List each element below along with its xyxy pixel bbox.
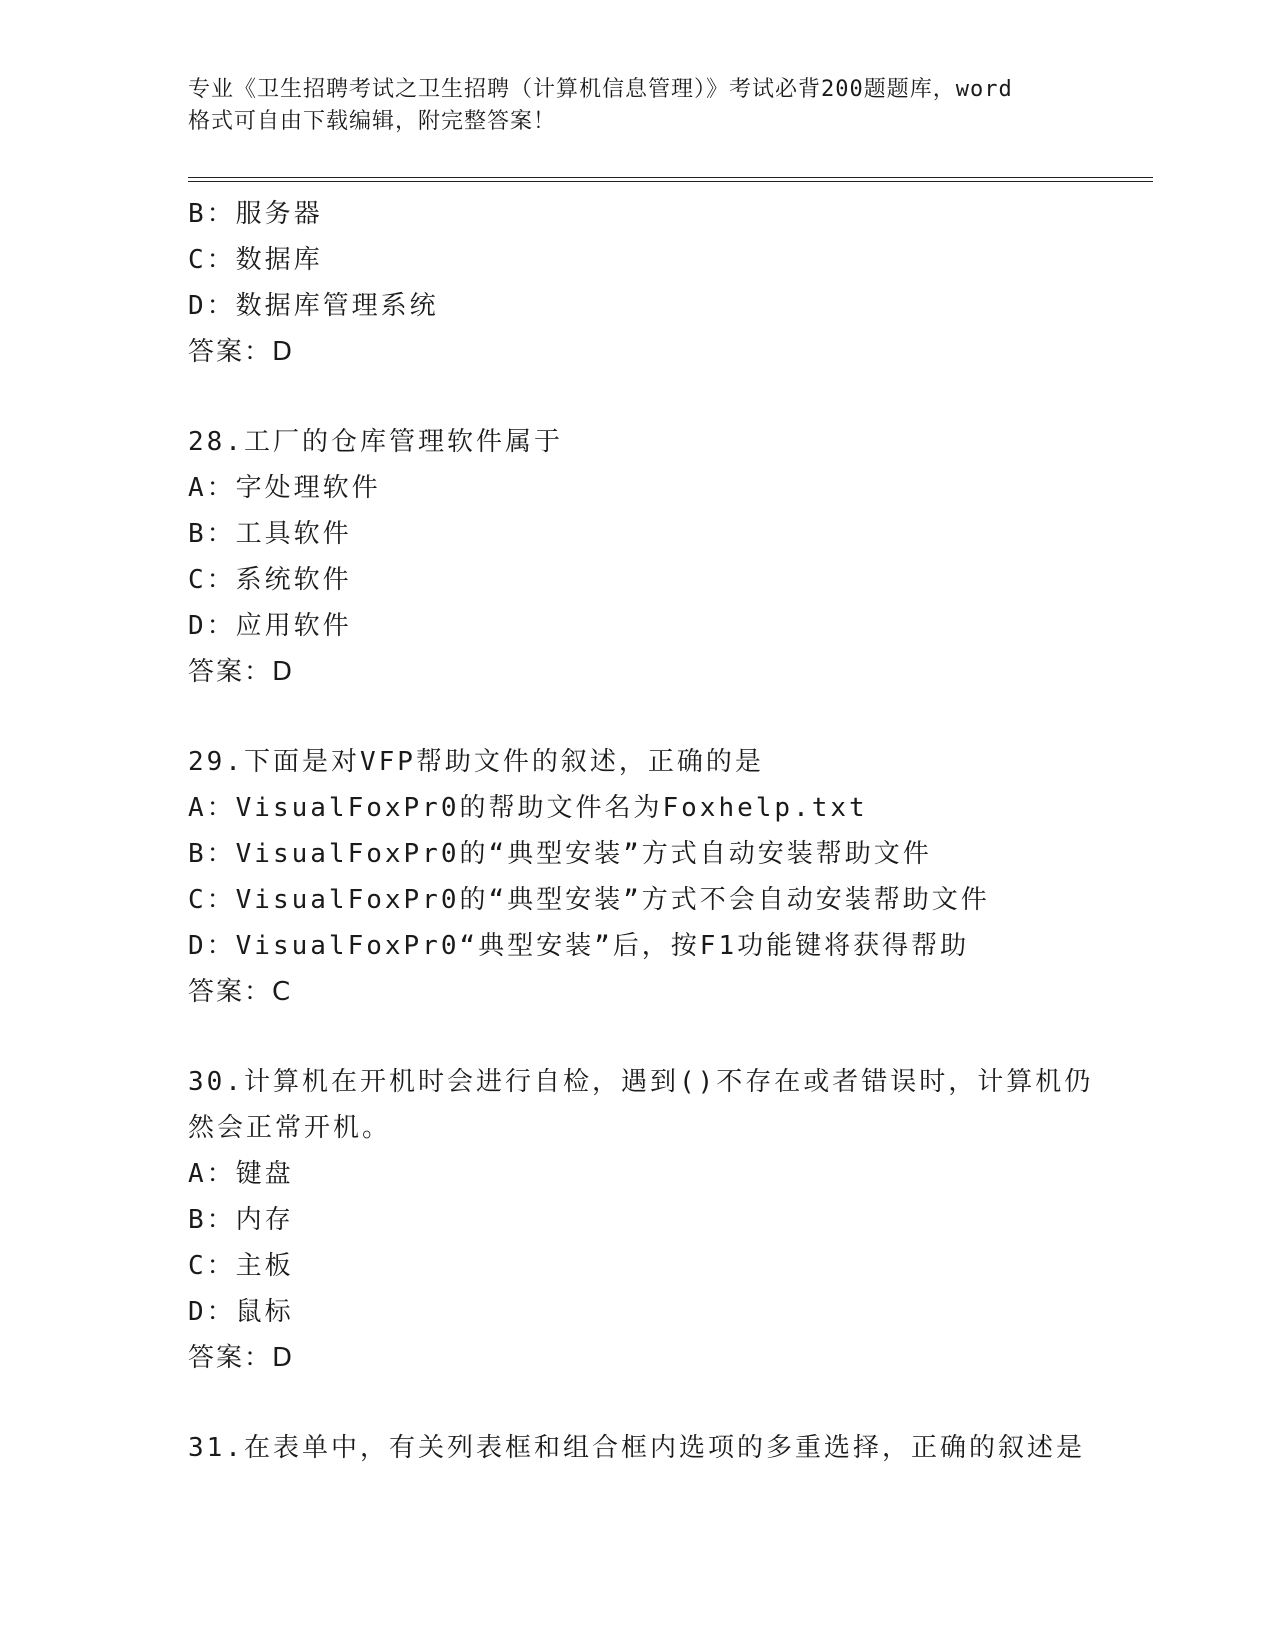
option-c: C：VisualFoxPr0的“典型安装”方式不会自动安装帮助文件 [188, 885, 990, 915]
question-block-29 [188, 739, 1128, 1015]
spacer [188, 1015, 1128, 1059]
header-divider-top [188, 177, 1153, 178]
option-d: D：应用软件 [188, 611, 352, 641]
header-line-1: 专业《卫生招聘考试之卫生招聘（计算机信息管理）》考试必背200题题库，word [188, 77, 1013, 102]
question-stem: 31.在表单中，有关列表框和组合框内选项的多重选择，正确的叙述是 [188, 1433, 1085, 1463]
option-a: A：字处理软件 [188, 473, 381, 503]
spacer [188, 375, 1128, 419]
question-block-31 [188, 1425, 1128, 1471]
option-b: B：服务器 [188, 199, 323, 229]
document-header [188, 74, 1088, 138]
option-c: C：主板 [188, 1251, 294, 1281]
question-block-28 [188, 419, 1128, 695]
option-d: D：数据库管理系统 [188, 291, 439, 321]
spacer [188, 695, 1128, 739]
question-stem-line-2: 然会正常开机。 [188, 1113, 392, 1143]
option-a: A：VisualFoxPr0的帮助文件名为Foxhelp.txt [188, 793, 868, 823]
option-d: D：鼠标 [188, 1297, 294, 1327]
question-block-27 [188, 191, 1128, 375]
option-a: A：键盘 [188, 1159, 294, 1189]
answer-line: 答案：D [188, 1343, 295, 1373]
option-d: D：VisualFoxPr0“典型安装”后，按F1功能键将获得帮助 [188, 931, 970, 961]
question-stem: 29.下面是对VFP帮助文件的叙述，正确的是 [188, 747, 764, 777]
question-block-30 [188, 1059, 1128, 1381]
answer-line: 答案：C [188, 977, 293, 1007]
option-c: C：数据库 [188, 245, 323, 275]
option-b: B：工具软件 [188, 519, 352, 549]
spacer [188, 1381, 1128, 1425]
question-stem: 28.工厂的仓库管理软件属于 [188, 427, 563, 457]
option-c: C：系统软件 [188, 565, 352, 595]
option-b: B：VisualFoxPr0的“典型安装”方式自动安装帮助文件 [188, 839, 932, 869]
question-list [188, 191, 1128, 1471]
header-divider-bottom [188, 181, 1153, 182]
header-line-2: 格式可自由下载编辑，附完整答案！ [188, 109, 557, 134]
answer-line: 答案：D [188, 657, 295, 687]
question-stem-line-1: 30.计算机在开机时会进行自检，遇到()不存在或者错误时，计算机仍 [188, 1067, 1094, 1097]
answer-line: 答案：D [188, 337, 295, 367]
option-b: B：内存 [188, 1205, 294, 1235]
